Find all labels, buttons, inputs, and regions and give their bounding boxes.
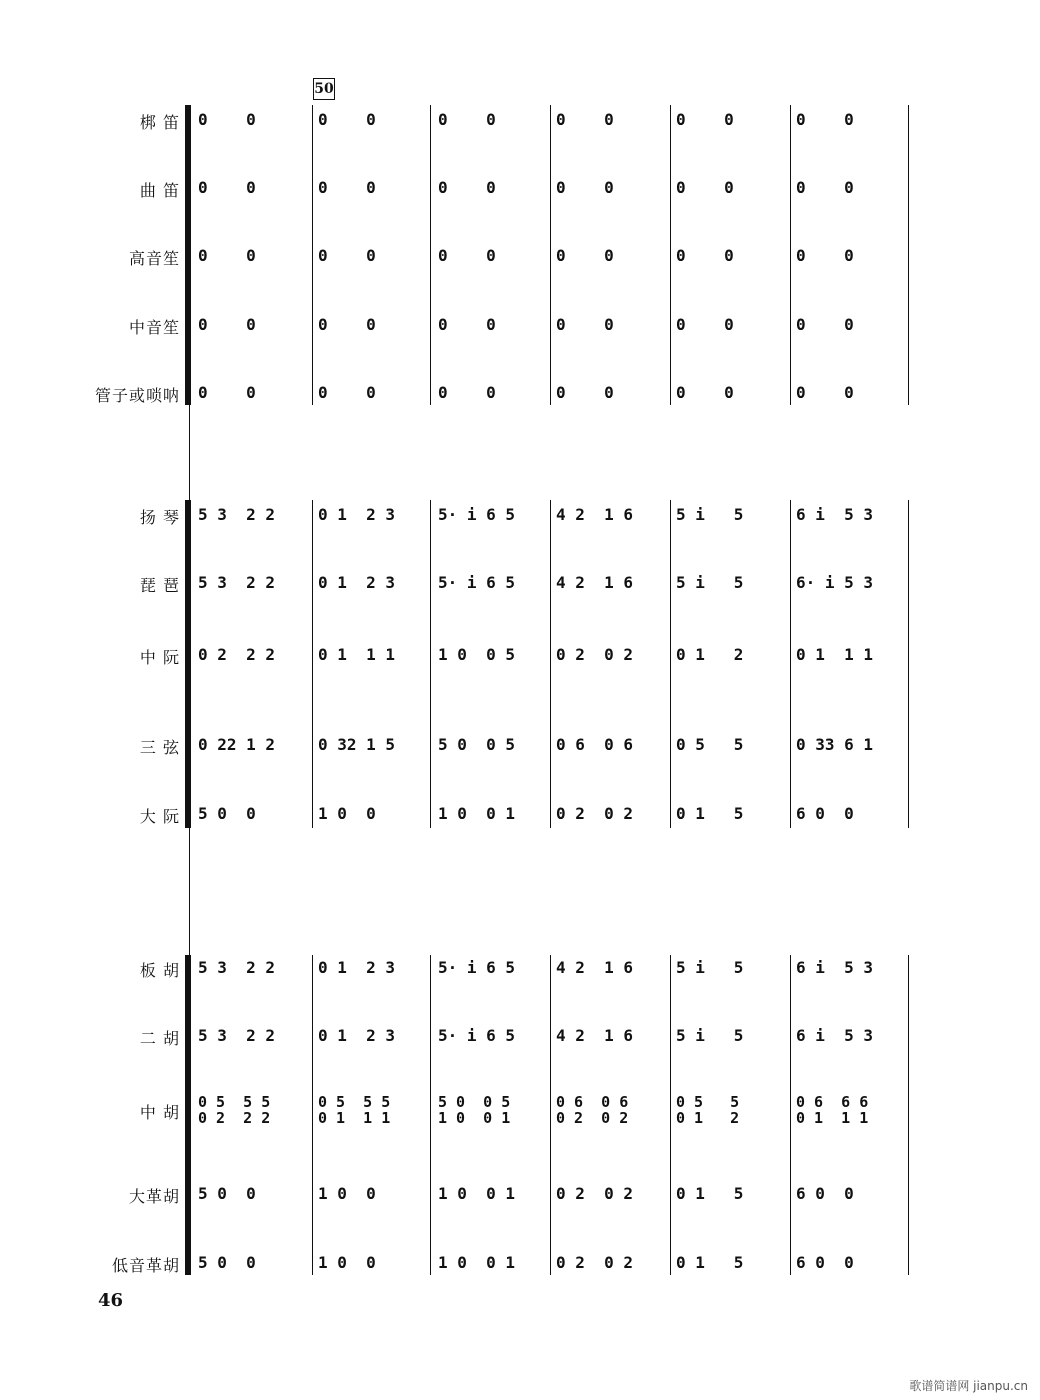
measure-cell: 5 0 0 5 1 0 0 1 [438,1093,511,1127]
barline [908,105,909,405]
measure-cell: 0 0 [438,383,496,402]
measure-cell: 4 2 1 6 [556,505,634,524]
instrument-label: 高音笙 [128,249,180,268]
measure-cell: 5 0 0 [198,804,256,823]
measure-cell: 5 3 2 2 [198,573,276,592]
measure-cell: 0 1 5 [676,1184,744,1203]
measure-cell: 0 0 [676,315,734,334]
measure-cell: 6 i 5 3 [796,505,874,524]
measure-cell: 5· i 6 5 [438,573,516,592]
measure-cell: 0 6 0 6 0 2 0 2 [556,1093,629,1127]
measure-cell: 4 2 1 6 [556,1026,634,1045]
barline [790,955,791,1275]
barline [790,500,791,828]
measure-cell: 4 2 1 6 [556,958,634,977]
measure-cell: 1 0 0 [318,804,376,823]
barline [670,500,671,828]
measure-cell: 0 2 0 2 [556,1184,634,1203]
measure-cell: 1 0 0 [318,1184,376,1203]
measure-cell: 0 0 [198,383,256,402]
measure-cell: 0 0 [438,178,496,197]
measure-cell: 6· i 5 3 [796,573,874,592]
measure-cell: 0 0 [556,178,614,197]
barline [312,105,313,405]
instrument-label: 中音笙 [128,318,180,337]
measure-cell: 0 0 [318,178,376,197]
measure-cell: 6 0 0 [796,1184,854,1203]
measure-cell: 0 0 [796,246,854,265]
measure-cell: 5 i 5 [676,505,744,524]
instrument-label: 扬 琴 [139,508,180,527]
instrument-label: 低音革胡 [111,1256,180,1275]
measure-cell: 0 0 [198,246,256,265]
barline [312,500,313,828]
measure-cell: 0 0 [318,383,376,402]
system-connector [189,105,190,1275]
measure-cell: 0 6 6 6 0 1 1 1 [796,1093,869,1127]
measure-cell: 0 1 5 [676,1253,744,1272]
measure-cell: 0 0 [318,110,376,129]
measure-cell: 0 0 [676,110,734,129]
measure-cell: 0 22 1 2 [198,735,276,754]
measure-cell: 0 0 [796,110,854,129]
instrument-label: 中 阮 [139,648,180,667]
rehearsal-mark: 50 [313,78,335,100]
measure-cell: 0 0 [676,246,734,265]
measure-cell: 0 0 [198,178,256,197]
measure-cell: 0 2 2 2 [198,645,276,664]
measure-cell: 0 6 0 6 [556,735,634,754]
measure-cell: 5 i 5 [676,573,744,592]
measure-cell: 0 1 2 3 [318,505,396,524]
measure-cell: 1 0 0 1 [438,1184,516,1203]
measure-cell: 4 2 1 6 [556,573,634,592]
instrument-label: 梆 笛 [139,113,180,132]
measure-cell: 0 32 1 5 [318,735,396,754]
instrument-label: 大革胡 [128,1187,180,1206]
measure-cell: 0 33 6 1 [796,735,874,754]
measure-cell: 5· i 6 5 [438,505,516,524]
measure-cell: 0 0 [556,110,614,129]
measure-cell: 0 5 5 5 0 2 2 2 [198,1093,271,1127]
measure-cell: 5 i 5 [676,1026,744,1045]
barline [908,955,909,1275]
measure-cell: 5 0 0 [198,1253,256,1272]
measure-cell: 0 2 0 2 [556,1253,634,1272]
measure-cell: 0 0 [198,315,256,334]
instrument-label: 琵 琶 [139,576,180,595]
barline [430,105,431,405]
measure-cell: 0 0 [796,178,854,197]
measure-cell: 0 0 [438,246,496,265]
measure-cell: 0 2 0 2 [556,645,634,664]
barline [908,500,909,828]
barline [670,955,671,1275]
measure-cell: 0 0 [796,383,854,402]
measure-cell: 0 0 [438,110,496,129]
measure-cell: 5· i 6 5 [438,958,516,977]
measure-cell: 5 3 2 2 [198,958,276,977]
measure-cell: 0 5 5 [676,735,744,754]
measure-cell: 0 0 [198,110,256,129]
barline [550,955,551,1275]
measure-cell: 0 5 5 5 0 1 1 1 [318,1093,391,1127]
measure-cell: 0 1 5 [676,804,744,823]
measure-cell: 5 3 2 2 [198,505,276,524]
barline [190,955,191,1275]
measure-cell: 0 0 [556,383,614,402]
measure-cell: 0 5 5 0 1 2 [676,1093,740,1127]
measure-cell: 1 0 0 1 [438,1253,516,1272]
measure-cell: 0 1 1 1 [796,645,874,664]
barline [430,500,431,828]
measure-cell: 0 1 2 3 [318,958,396,977]
watermark: 歌谱简谱网 jianpu.cn [909,1379,1028,1393]
measure-cell: 6 i 5 3 [796,1026,874,1045]
measure-cell: 6 i 5 3 [796,958,874,977]
measure-cell: 0 0 [318,246,376,265]
measure-cell: 5 3 2 2 [198,1026,276,1045]
barline [550,500,551,828]
barline [550,105,551,405]
measure-cell: 5 i 5 [676,958,744,977]
barline [190,105,191,405]
instrument-label: 板 胡 [139,961,180,980]
instrument-label: 中 胡 [139,1103,180,1122]
instrument-label: 二 胡 [139,1029,180,1048]
barline [430,955,431,1275]
measure-cell: 0 0 [676,178,734,197]
barline [190,500,191,828]
measure-cell: 0 1 2 3 [318,573,396,592]
measure-cell: 1 0 0 [318,1253,376,1272]
measure-cell: 6 0 0 [796,804,854,823]
measure-cell: 0 1 2 [676,645,744,664]
measure-cell: 5· i 6 5 [438,1026,516,1045]
measure-cell: 0 0 [556,246,614,265]
measure-cell: 0 0 [796,315,854,334]
measure-cell: 0 2 0 2 [556,804,634,823]
instrument-label: 大 阮 [139,807,180,826]
barline [790,105,791,405]
measure-cell: 0 0 [556,315,614,334]
instrument-label: 曲 笛 [139,181,180,200]
barline [670,105,671,405]
measure-cell: 1 0 0 1 [438,804,516,823]
measure-cell: 6 0 0 [796,1253,854,1272]
instrument-label: 三 弦 [139,738,180,757]
instrument-label: 管子或唢呐 [94,386,180,405]
measure-cell: 5 0 0 5 [438,735,516,754]
measure-cell: 0 0 [676,383,734,402]
measure-cell: 0 1 2 3 [318,1026,396,1045]
measure-cell: 1 0 0 5 [438,645,516,664]
measure-cell: 0 0 [438,315,496,334]
measure-cell: 0 0 [318,315,376,334]
barline [312,955,313,1275]
measure-cell: 0 1 1 1 [318,645,396,664]
measure-cell: 5 0 0 [198,1184,256,1203]
page-number: 46 [98,1290,124,1311]
